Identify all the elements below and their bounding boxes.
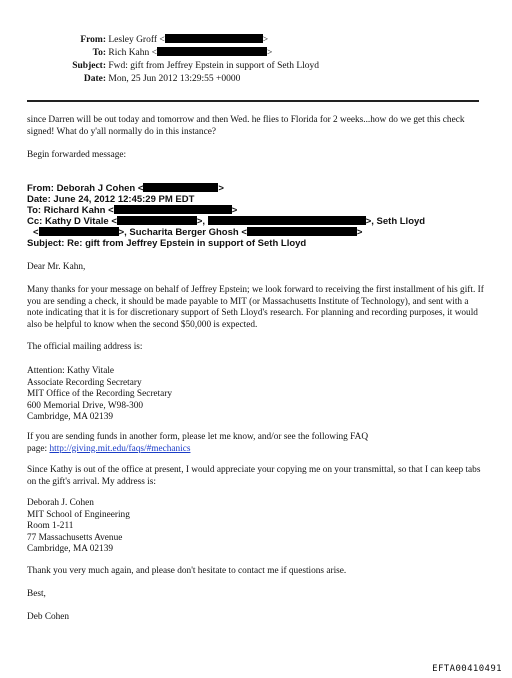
outer-from-row: From: Lesley Groff < > [32, 34, 319, 47]
inner-cc-row-2: < >, Sucharita Berger Ghosh < > [33, 227, 363, 238]
document-id: EFTA00410491 [432, 664, 502, 674]
subject-text: Re: gift from Jeffrey Epstein in support of Seth Lloyd [67, 238, 307, 249]
to-label: To: [92, 48, 106, 58]
from-label: From: [80, 35, 106, 45]
cc-name-3: Sucharita Berger Ghosh [129, 227, 239, 238]
paragraph-1: Many thanks for your message on behalf of Jeffrey Epstein; we look forward to receiving the first installment of his gift. If you are sending a check, it should be made payable to MIT (or Massachusetts Institute of Technology), and sent with a note indicating that it is for discretionary support of Seth Lloyd's research. For planning and recording purposes, it would also be helpful to know when the second $50,000 is expected. [27, 285, 484, 330]
inner-subject-row [27, 238, 425, 249]
address-line: 600 Memorial Drive, W98-300 [27, 400, 144, 411]
address-line: 77 Massachusetts Avenue [27, 532, 123, 543]
subject-label: Subject: [27, 238, 65, 249]
paragraph-3-prefix: page: [27, 443, 50, 454]
closing: Best, [27, 589, 46, 599]
redaction-bar [247, 227, 357, 236]
redaction-bar [157, 47, 267, 56]
redaction-bar [39, 227, 119, 236]
inner-from-row: From: Deborah J Cohen < > [27, 183, 224, 194]
redaction-bar [143, 183, 218, 192]
header-divider [27, 100, 479, 102]
redaction-bar [117, 216, 197, 225]
paragraph-3-line-1: If you are sending funds in another form, please let me know, and/or see the following FAQ [27, 432, 369, 442]
address-line: Attention: Kathy Vitale [27, 366, 115, 376]
redaction-bar [114, 205, 232, 214]
paragraph-4: Since Kathy is out of the office at present, I would appreciate your copying me on your transmittal, so that I can keep tabs on the gift's arrival. My address is: [27, 465, 481, 487]
cc-name-2: Seth Lloyd [376, 216, 426, 227]
paragraph-5: Thank you very much again, and please don't hesitate to contact me if questions arise. [27, 566, 347, 576]
inner-date-row [27, 194, 425, 205]
forwarded-email-header [27, 183, 425, 249]
from-name: Deborah J Cohen [56, 183, 136, 194]
date-label: Date: [27, 194, 51, 205]
redaction-bar [208, 216, 366, 225]
faq-link[interactable]: http://giving.mit.edu/faqs/#mechanics [49, 443, 191, 454]
cc-name-1: Kathy D Vitale [44, 216, 109, 227]
outer-email-header [32, 34, 319, 86]
subject-text: Fwd: gift from Jeffrey Epstein in support of Seth Lloyd [108, 61, 320, 71]
redaction-bar [165, 34, 263, 43]
to-label: To: [27, 205, 42, 216]
to-name: Richard Kahn [43, 205, 106, 216]
salutation: Dear Mr. Kahn, [27, 262, 86, 272]
mailing-address-block [27, 366, 485, 424]
begin-forwarded-label: Begin forwarded message: [27, 150, 127, 160]
address-line: MIT Office of the Recording Secretary [27, 389, 172, 399]
date-label: Date: [83, 74, 106, 84]
address-line: Cambridge, MA 02139 [27, 412, 113, 422]
inner-to-row: To: Richard Kahn < > [27, 205, 238, 216]
date-text: June 24, 2012 12:45:29 PM EDT [53, 194, 195, 205]
to-name: Rich Kahn [108, 48, 150, 58]
outer-to-row: To: Rich Kahn < > [32, 47, 319, 60]
date-text: Mon, 25 Jun 2012 13:29:55 +0000 [108, 74, 241, 84]
from-name: Lesley Groff [108, 35, 158, 45]
subject-label: Subject: [72, 61, 106, 71]
address-line: Cambridge, MA 02139 [27, 544, 113, 554]
cc-label: Cc: [27, 216, 43, 227]
address-line: Associate Recording Secretary [27, 377, 142, 388]
sender-address-block [27, 498, 485, 556]
address-line: Room 1-211 [27, 521, 74, 531]
address-line: Deborah J. Cohen [27, 498, 94, 508]
from-label: From: [27, 183, 54, 194]
inner-cc-row: Cc: Kathy D Vitale < >, >, Seth Lloyd [27, 216, 426, 227]
address-line: MIT School of Engineering [27, 509, 130, 520]
paragraph-2: The official mailing address is: [27, 342, 143, 352]
outer-body-text: since Darren will be out today and tomorrow and then Wed. he flies to Florida for 2 weeks...how do we get this check signed! What do y'all normally do in this instance? [27, 115, 465, 137]
outer-date-row [32, 73, 319, 86]
signature: Deb Cohen [27, 612, 70, 622]
outer-subject-row [32, 60, 319, 73]
paragraph-3 [27, 432, 485, 455]
